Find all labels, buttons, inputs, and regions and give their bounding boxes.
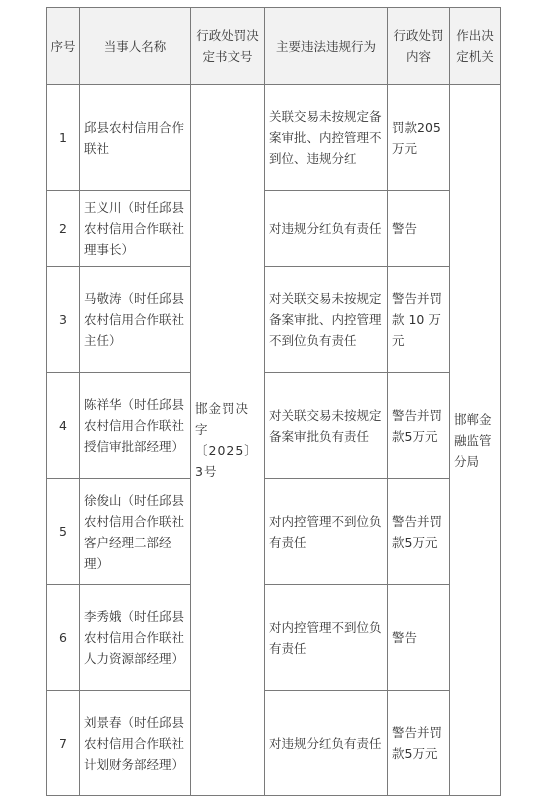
party-name: 邱县农村信用合作联社 [80, 85, 191, 191]
penalty-text: 警告并罚款5万元 [388, 691, 450, 796]
table-row [47, 691, 501, 796]
party-name: 王义川（时任邱县农村信用合作联社理事长） [80, 191, 191, 267]
violation-text: 对关联交易未按规定备案审批负有责任 [265, 373, 388, 479]
party-name: 刘景春（时任邱县农村信用合作联社计划财务部经理） [80, 691, 191, 796]
header-violation: 主要违法违规行为 [265, 8, 388, 85]
party-name: 徐俊山（时任邱县农村信用合作联社客户经理二部经理） [80, 479, 191, 585]
penalty-text: 警告并罚款5万元 [388, 479, 450, 585]
violation-text: 对内控管理不到位负有责任 [265, 585, 388, 691]
table-row [47, 191, 501, 267]
party-name: 马敬涛（时任邱县农村信用合作联社主任） [80, 267, 191, 373]
party-name: 李秀娥（时任邱县农村信用合作联社人力资源部经理） [80, 585, 191, 691]
header-authority: 作出决定机关 [450, 8, 501, 85]
header-no: 序号 [47, 8, 80, 85]
violation-text: 对关联交易未按规定备案审批、内控管理不到位负有责任 [265, 267, 388, 373]
decision-doc-no: 邯金罚决字〔2025〕3号 [195, 401, 258, 479]
violation-text: 关联交易未按规定备案审批、内控管理不到位、违规分红 [265, 85, 388, 191]
row-no: 6 [47, 585, 80, 691]
header-party: 当事人名称 [80, 8, 191, 85]
penalty-text: 警告 [388, 585, 450, 691]
table-row [47, 479, 501, 585]
penalty-table [46, 7, 501, 796]
violation-text: 对违规分红负有责任 [265, 691, 388, 796]
row-no: 3 [47, 267, 80, 373]
violation-text: 对违规分红负有责任 [265, 191, 388, 267]
header-doc-no: 行政处罚决定书文号 [191, 8, 265, 85]
party-name: 陈祥华（时任邱县农村信用合作联社授信审批部经理） [80, 373, 191, 479]
penalty-text: 警告并罚款5万元 [388, 373, 450, 479]
authority-name: 邯郸金融监管分局 [454, 411, 492, 469]
table-row [47, 267, 501, 373]
row-no: 5 [47, 479, 80, 585]
authority-cell [450, 85, 501, 796]
row-no: 1 [47, 85, 80, 191]
table-row [47, 85, 501, 191]
penalty-text: 警告 [388, 191, 450, 267]
violation-text: 对内控管理不到位负有责任 [265, 479, 388, 585]
header-penalty: 行政处罚内容 [388, 8, 450, 85]
penalty-text: 警告并罚款 10 万元 [388, 267, 450, 373]
row-no: 2 [47, 191, 80, 267]
header-row [47, 8, 501, 85]
table-row [47, 585, 501, 691]
table-row [47, 373, 501, 479]
penalty-text: 罚款205万元 [388, 85, 450, 191]
decision-doc-no-cell [191, 85, 265, 796]
row-no: 4 [47, 373, 80, 479]
row-no: 7 [47, 691, 80, 796]
